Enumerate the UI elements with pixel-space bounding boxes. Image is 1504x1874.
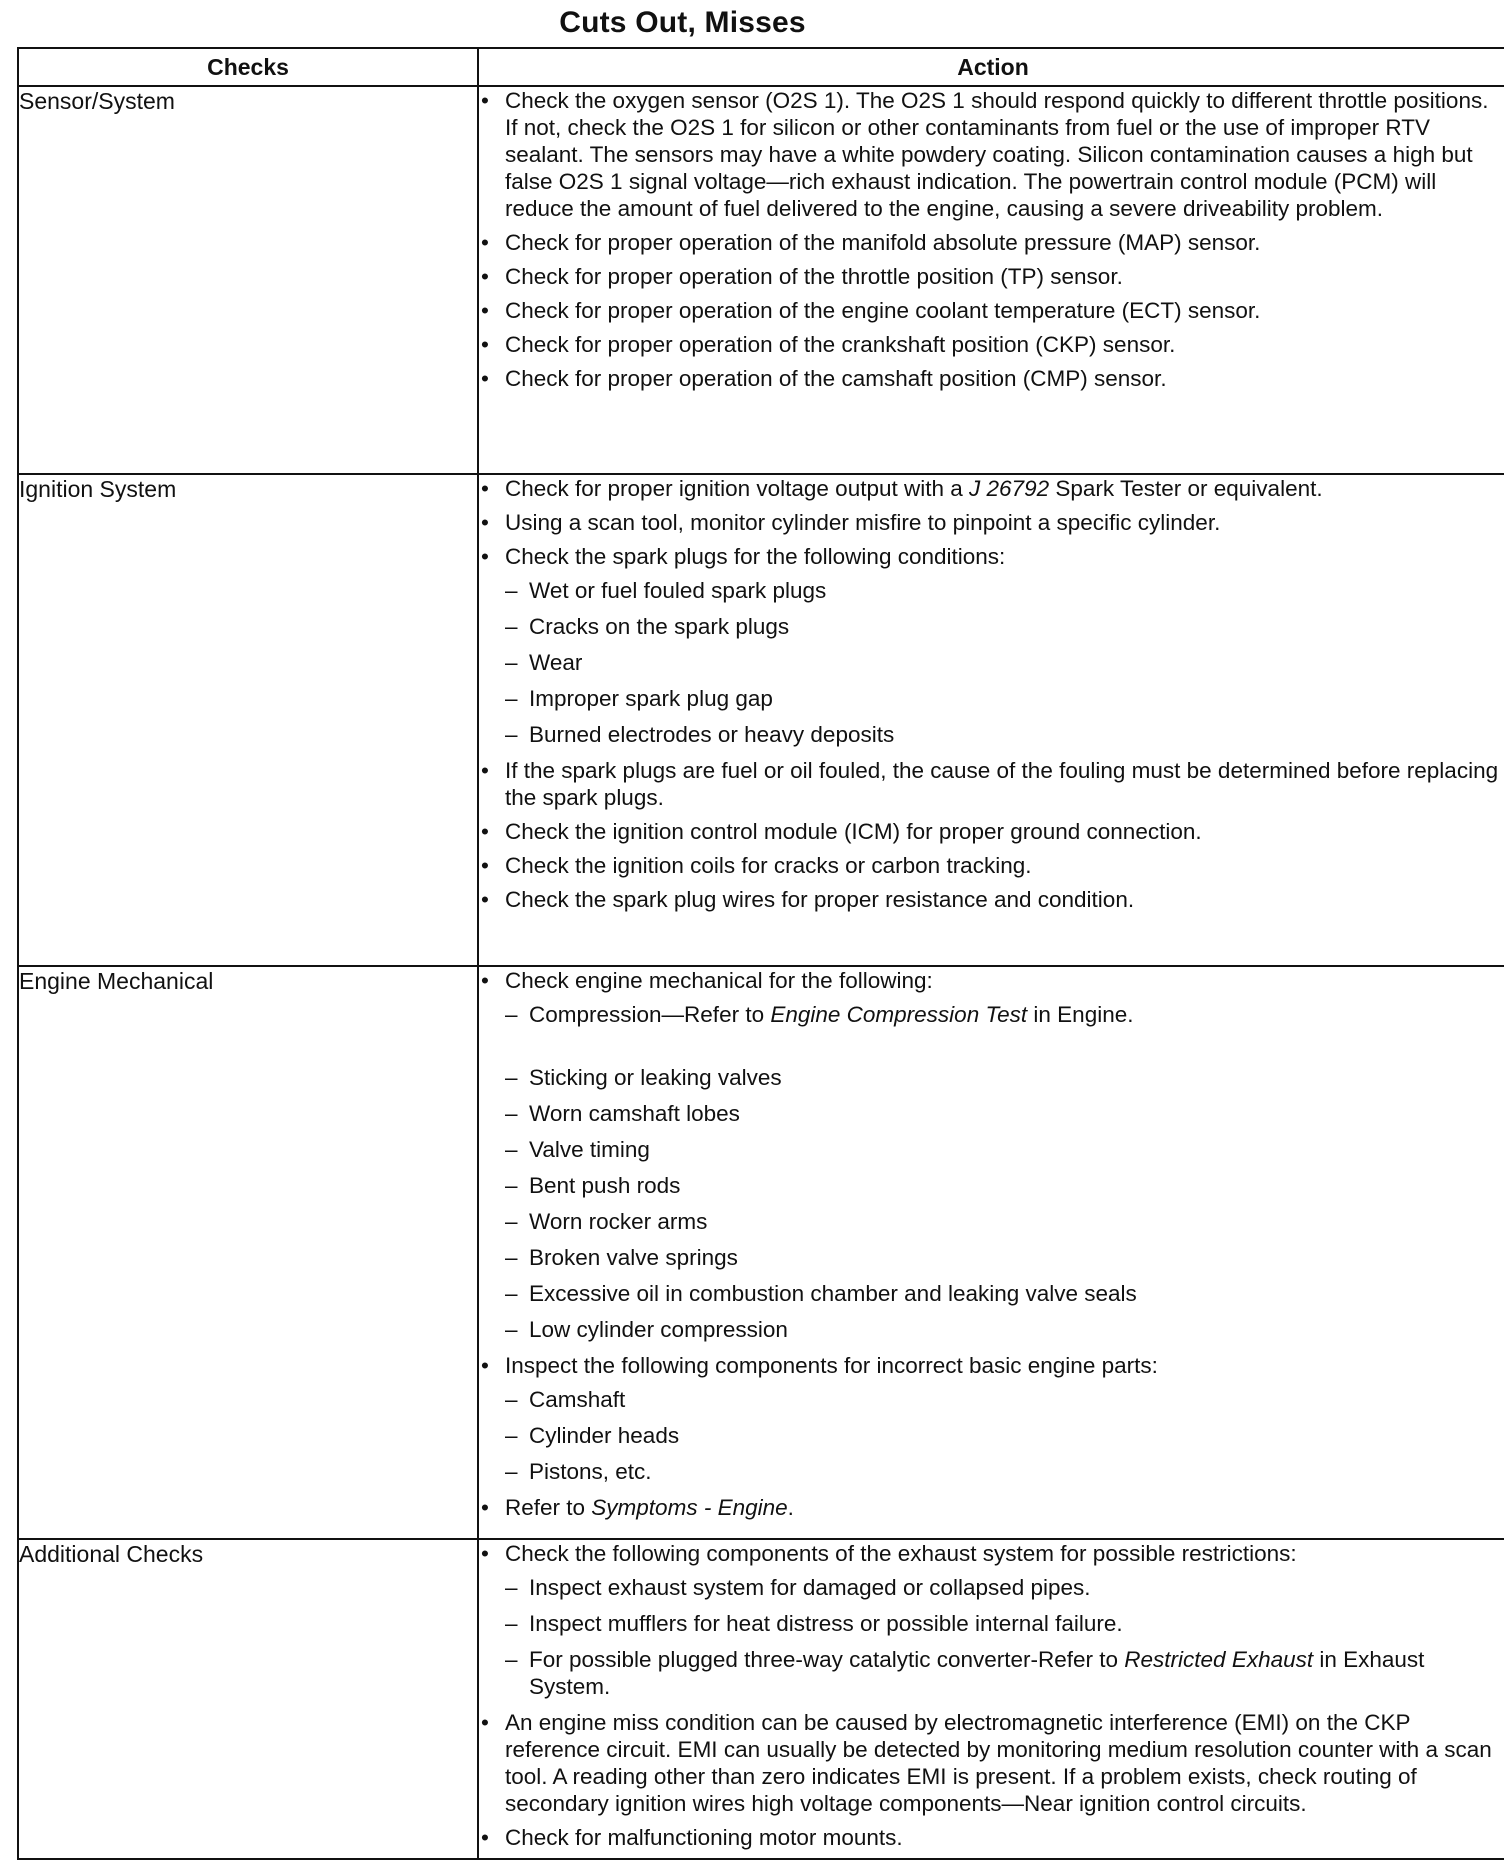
list-item: • If the spark plugs are fuel or oil fouled, the cause of the fouling must be determined before replacing the spark plugs. [479, 757, 1504, 811]
list-item: • Check the oxygen sensor (O2S 1). The O2S 1 should respond quickly to different throttle positions. If not, check the O2S 1 for silicon or other contaminants from fuel or the use of improper RTV sealant. The sensors may have a white powdery coating. Silicon contamination causes a high but false O2S 1 signal voltage—rich exhaust indication. The powertrain control module (PCM) will reduce the amount of fuel delivered to the engine, causing a severe driveability problem. [479, 87, 1504, 222]
sub-item: – Sticking or leaking valves [505, 1064, 1504, 1091]
item-text: Check for proper ignition voltage output with a [505, 476, 970, 501]
item-text: Refer to [505, 1495, 592, 1520]
sub-list [505, 1001, 1504, 1343]
check-cell: Ignition System [18, 474, 478, 966]
page-title: Cuts Out, Misses [559, 6, 806, 39]
sub-item: – Low cylinder compression [505, 1316, 1504, 1343]
sub-item: – Pistons, etc. [505, 1458, 1504, 1485]
sub-item: – Bent push rods [505, 1172, 1504, 1199]
sub-list [505, 1574, 1504, 1700]
sub-list [505, 577, 1504, 748]
sub-item: – Broken valve springs [505, 1244, 1504, 1271]
item-text: Check the spark plugs for the following conditions: [505, 544, 1006, 569]
list-item: • Check for proper operation of the manifold absolute pressure (MAP) sensor. [479, 229, 1504, 256]
sub-item: – Inspect mufflers for heat distress or possible internal failure. [505, 1610, 1504, 1637]
list-item: • Check for proper operation of the throttle position (TP) sensor. [479, 263, 1504, 290]
procedure-reference: Symptoms - Engine [591, 1495, 788, 1520]
action-header: Action [478, 48, 1504, 86]
item-text: Inspect the following components for incorrect basic engine parts: [505, 1353, 1158, 1378]
list-item [479, 475, 1504, 502]
item-text: in Engine. [1027, 1002, 1134, 1027]
item-text: Compression—Refer to [529, 1002, 771, 1027]
sub-item: – Burned electrodes or heavy deposits [505, 721, 1504, 748]
sub-item: – Wear [505, 649, 1504, 676]
check-cell: Engine Mechanical [18, 966, 478, 1539]
list-item: • Check for proper operation of the camshaft position (CMP) sensor. [479, 365, 1504, 392]
item-text: Check the following components of the exhaust system for possible restrictions: [505, 1541, 1297, 1566]
table-row [18, 1539, 1504, 1859]
checks-header: Checks [18, 48, 478, 86]
action-list [479, 87, 1504, 392]
item-text: Spark Tester or equivalent. [1049, 476, 1323, 501]
sub-item: – Improper spark plug gap [505, 685, 1504, 712]
check-cell: Additional Checks [18, 1539, 478, 1859]
sub-item: – Cracks on the spark plugs [505, 613, 1504, 640]
sub-item: – Inspect exhaust system for damaged or collapsed pipes. [505, 1574, 1504, 1601]
diagnostic-table [17, 47, 1504, 1860]
list-item: • Check the ignition control module (ICM) for proper ground connection. [479, 818, 1504, 845]
sub-list [505, 1386, 1504, 1485]
list-item [479, 1494, 1504, 1521]
list-item: • Check for malfunctioning motor mounts. [479, 1824, 1504, 1851]
list-item: • Check for proper operation of the engine coolant temperature (ECT) sensor. [479, 297, 1504, 324]
list-item [479, 967, 1504, 1343]
sub-item: – Excessive oil in combustion chamber and leaking valve seals [505, 1280, 1504, 1307]
action-list [479, 967, 1504, 1521]
action-list [479, 1540, 1504, 1851]
check-cell: Sensor/System [18, 86, 478, 474]
item-text: For possible plugged three-way catalytic converter-Refer to [529, 1647, 1125, 1672]
item-text: in Exhaust System. [529, 1647, 1425, 1699]
sub-item: – Camshaft [505, 1386, 1504, 1413]
sub-item: – Wet or fuel fouled spark plugs [505, 577, 1504, 604]
procedure-reference: Restricted Exhaust [1124, 1647, 1314, 1672]
sub-item [505, 1646, 1504, 1700]
table-row [18, 86, 1504, 474]
action-cell [478, 966, 1504, 1539]
list-item: • Check the ignition coils for cracks or carbon tracking. [479, 852, 1504, 879]
list-item: • Using a scan tool, monitor cylinder misfire to pinpoint a specific cylinder. [479, 509, 1504, 536]
tool-reference: J 26792 [969, 476, 1050, 501]
action-cell [478, 474, 1504, 966]
action-cell [478, 86, 1504, 474]
sub-item: – Valve timing [505, 1136, 1504, 1163]
sub-item [505, 1001, 1504, 1028]
item-text: . [787, 1495, 794, 1520]
action-list [479, 475, 1504, 913]
list-item: • Check the spark plug wires for proper resistance and condition. [479, 886, 1504, 913]
list-item [479, 1540, 1504, 1700]
table-row [18, 966, 1504, 1539]
procedure-reference: Engine Compression Test [770, 1002, 1028, 1027]
list-item: • An engine miss condition can be caused by electromagnetic interference (EMI) on the CKP reference circuit. EMI can usually be detected by monitoring medium resolution counter with a scan tool. A reading other than zero indicates EMI is present. If a problem exists, check routing of secondary ignition wires high voltage components—Near ignition control circuits. [479, 1709, 1504, 1817]
sub-item: – Worn rocker arms [505, 1208, 1504, 1235]
table-row [18, 474, 1504, 966]
sub-item: – Cylinder heads [505, 1422, 1504, 1449]
header-row [18, 48, 1504, 86]
action-cell [478, 1539, 1504, 1859]
list-item [479, 1352, 1504, 1485]
list-item: • Check for proper operation of the crankshaft position (CKP) sensor. [479, 331, 1504, 358]
item-text: Check engine mechanical for the following: [505, 968, 933, 993]
list-item [479, 543, 1504, 748]
sub-item: – Worn camshaft lobes [505, 1100, 1504, 1127]
